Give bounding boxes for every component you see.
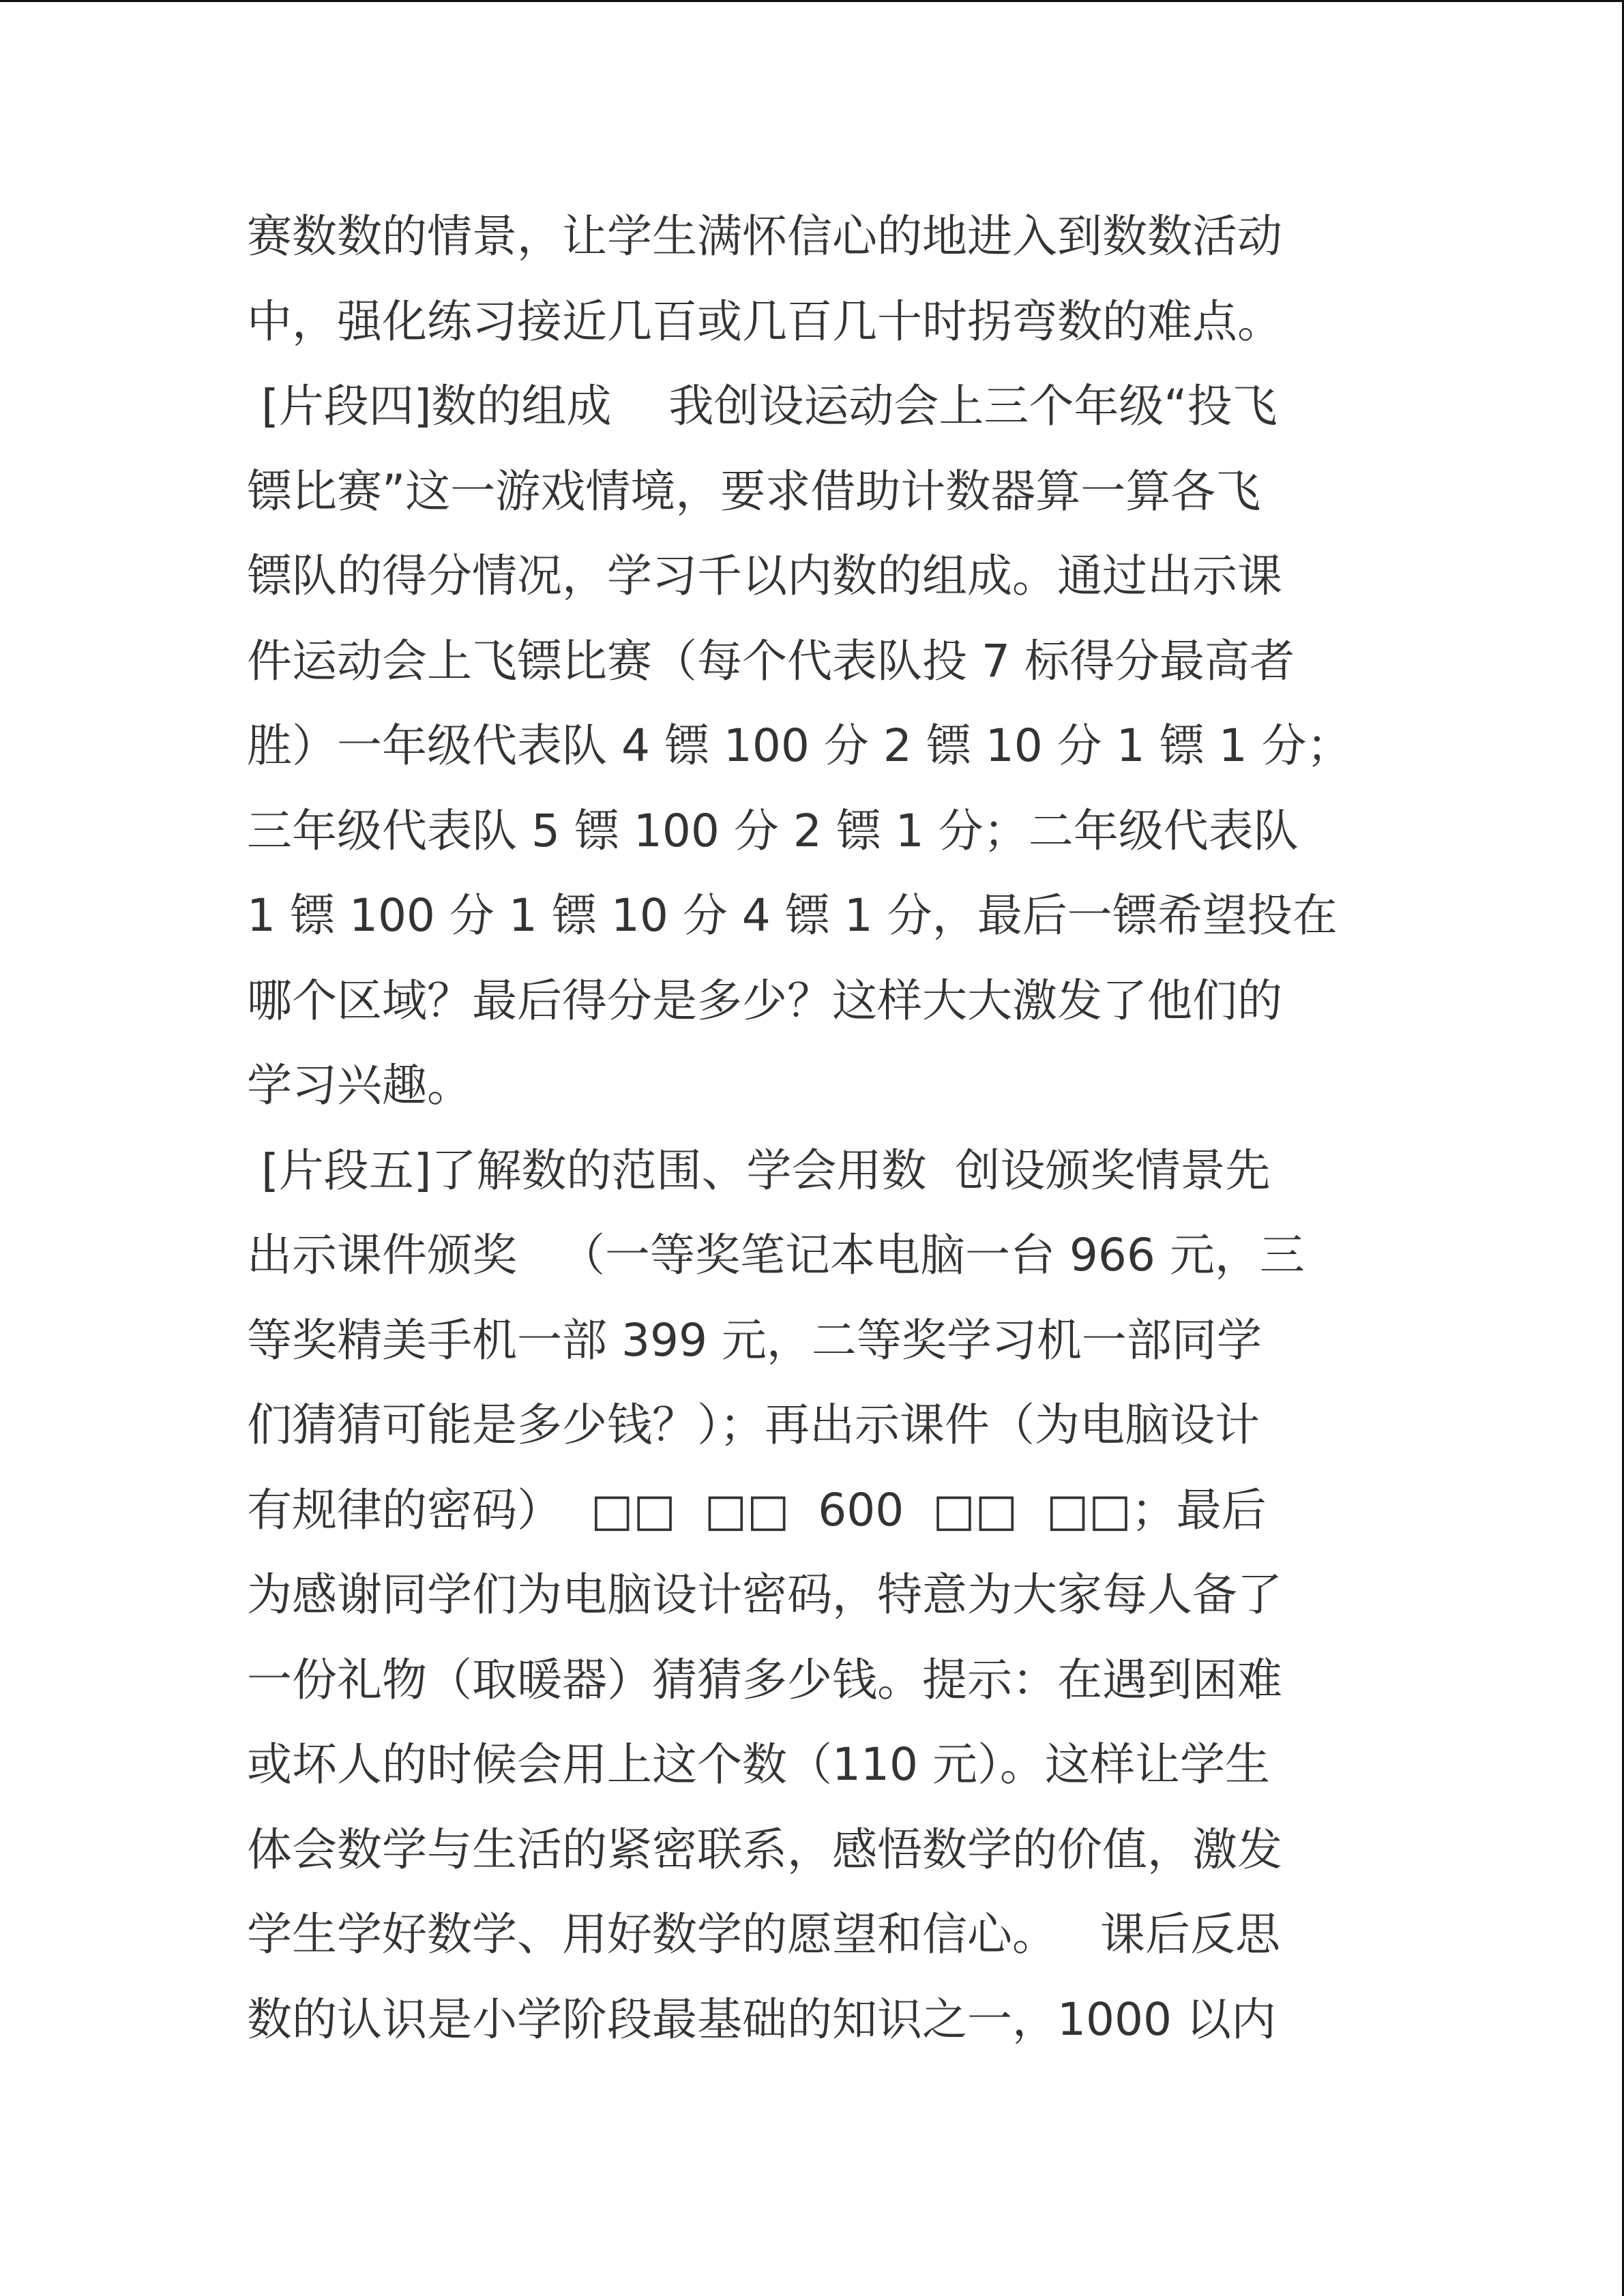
text-line: 有规律的密码） □□ □□ 600 □□ □□；最后 [247,1483,1267,1536]
text-line: [片段四]数的组成 我创设运动会上三个年级“投飞 [247,380,1278,432]
text-line: 哪个区域？最后得分是多少？这样大大激发了他们的 [247,974,1282,1027]
text-line: 或坏人的时候会用上这个数（110 元）。这样让学生 [247,1738,1270,1791]
text-line: 体会数学与生活的紧密联系，感悟数学的价值，激发 [247,1823,1282,1876]
text-line: [片段五]了解数的范围、学会用数 创设颁奖情景先 [247,1144,1271,1197]
text-line: 胜）一年级代表队 4 镖 100 分 2 镖 10 分 1 镖 1 分； [247,719,1352,772]
body-text [247,194,1379,2062]
text-line: 镖比赛”这一游戏情境，要求借助计数器算一算各飞 [247,464,1261,518]
text-line: 为感谢同学们为电脑设计密码，特意为大家每人备了 [247,1568,1282,1621]
text-line: 出示课件颁奖 （一等奖笔记本电脑一台 966 元，三 [247,1229,1305,1281]
text-line: 学生学好数学、用好数学的愿望和信心。 课后反思 [247,1908,1280,1960]
text-line: 学习兴趣。 [247,1059,472,1112]
text-line: 镖队的得分情况，学习千以内数的组成。通过出示课 [247,550,1282,602]
text-line: 件运动会上飞镖比赛（每个代表队投 7 标得分最高者 [247,634,1295,687]
text-line: 等奖精美手机一部 399 元，二等奖学习机一部同学 [247,1313,1262,1367]
text-line: 一份礼物（取暖器）猜猜多少钱。提示：在遇到困难 [247,1653,1282,1706]
text-line: 三年级代表队 5 镖 100 分 2 镖 1 分；二年级代表队 [247,804,1299,857]
text-line: 1 镖 100 分 1 镖 10 分 4 镖 1 分，最后一镖希望投在 [247,889,1338,942]
text-line: 赛数数的情景，让学生满怀信心的地进入到数数活动 [247,210,1282,263]
text-line: 数的认识是小学阶段最基础的知识之一，1000 以内 [247,1993,1276,2046]
text-line: 们猜猜可能是多少钱？）；再出示课件（为电脑设计 [247,1399,1260,1451]
text-line: 中，强化练习接近几百或几百几十时拐弯数的难点。 [247,295,1282,348]
